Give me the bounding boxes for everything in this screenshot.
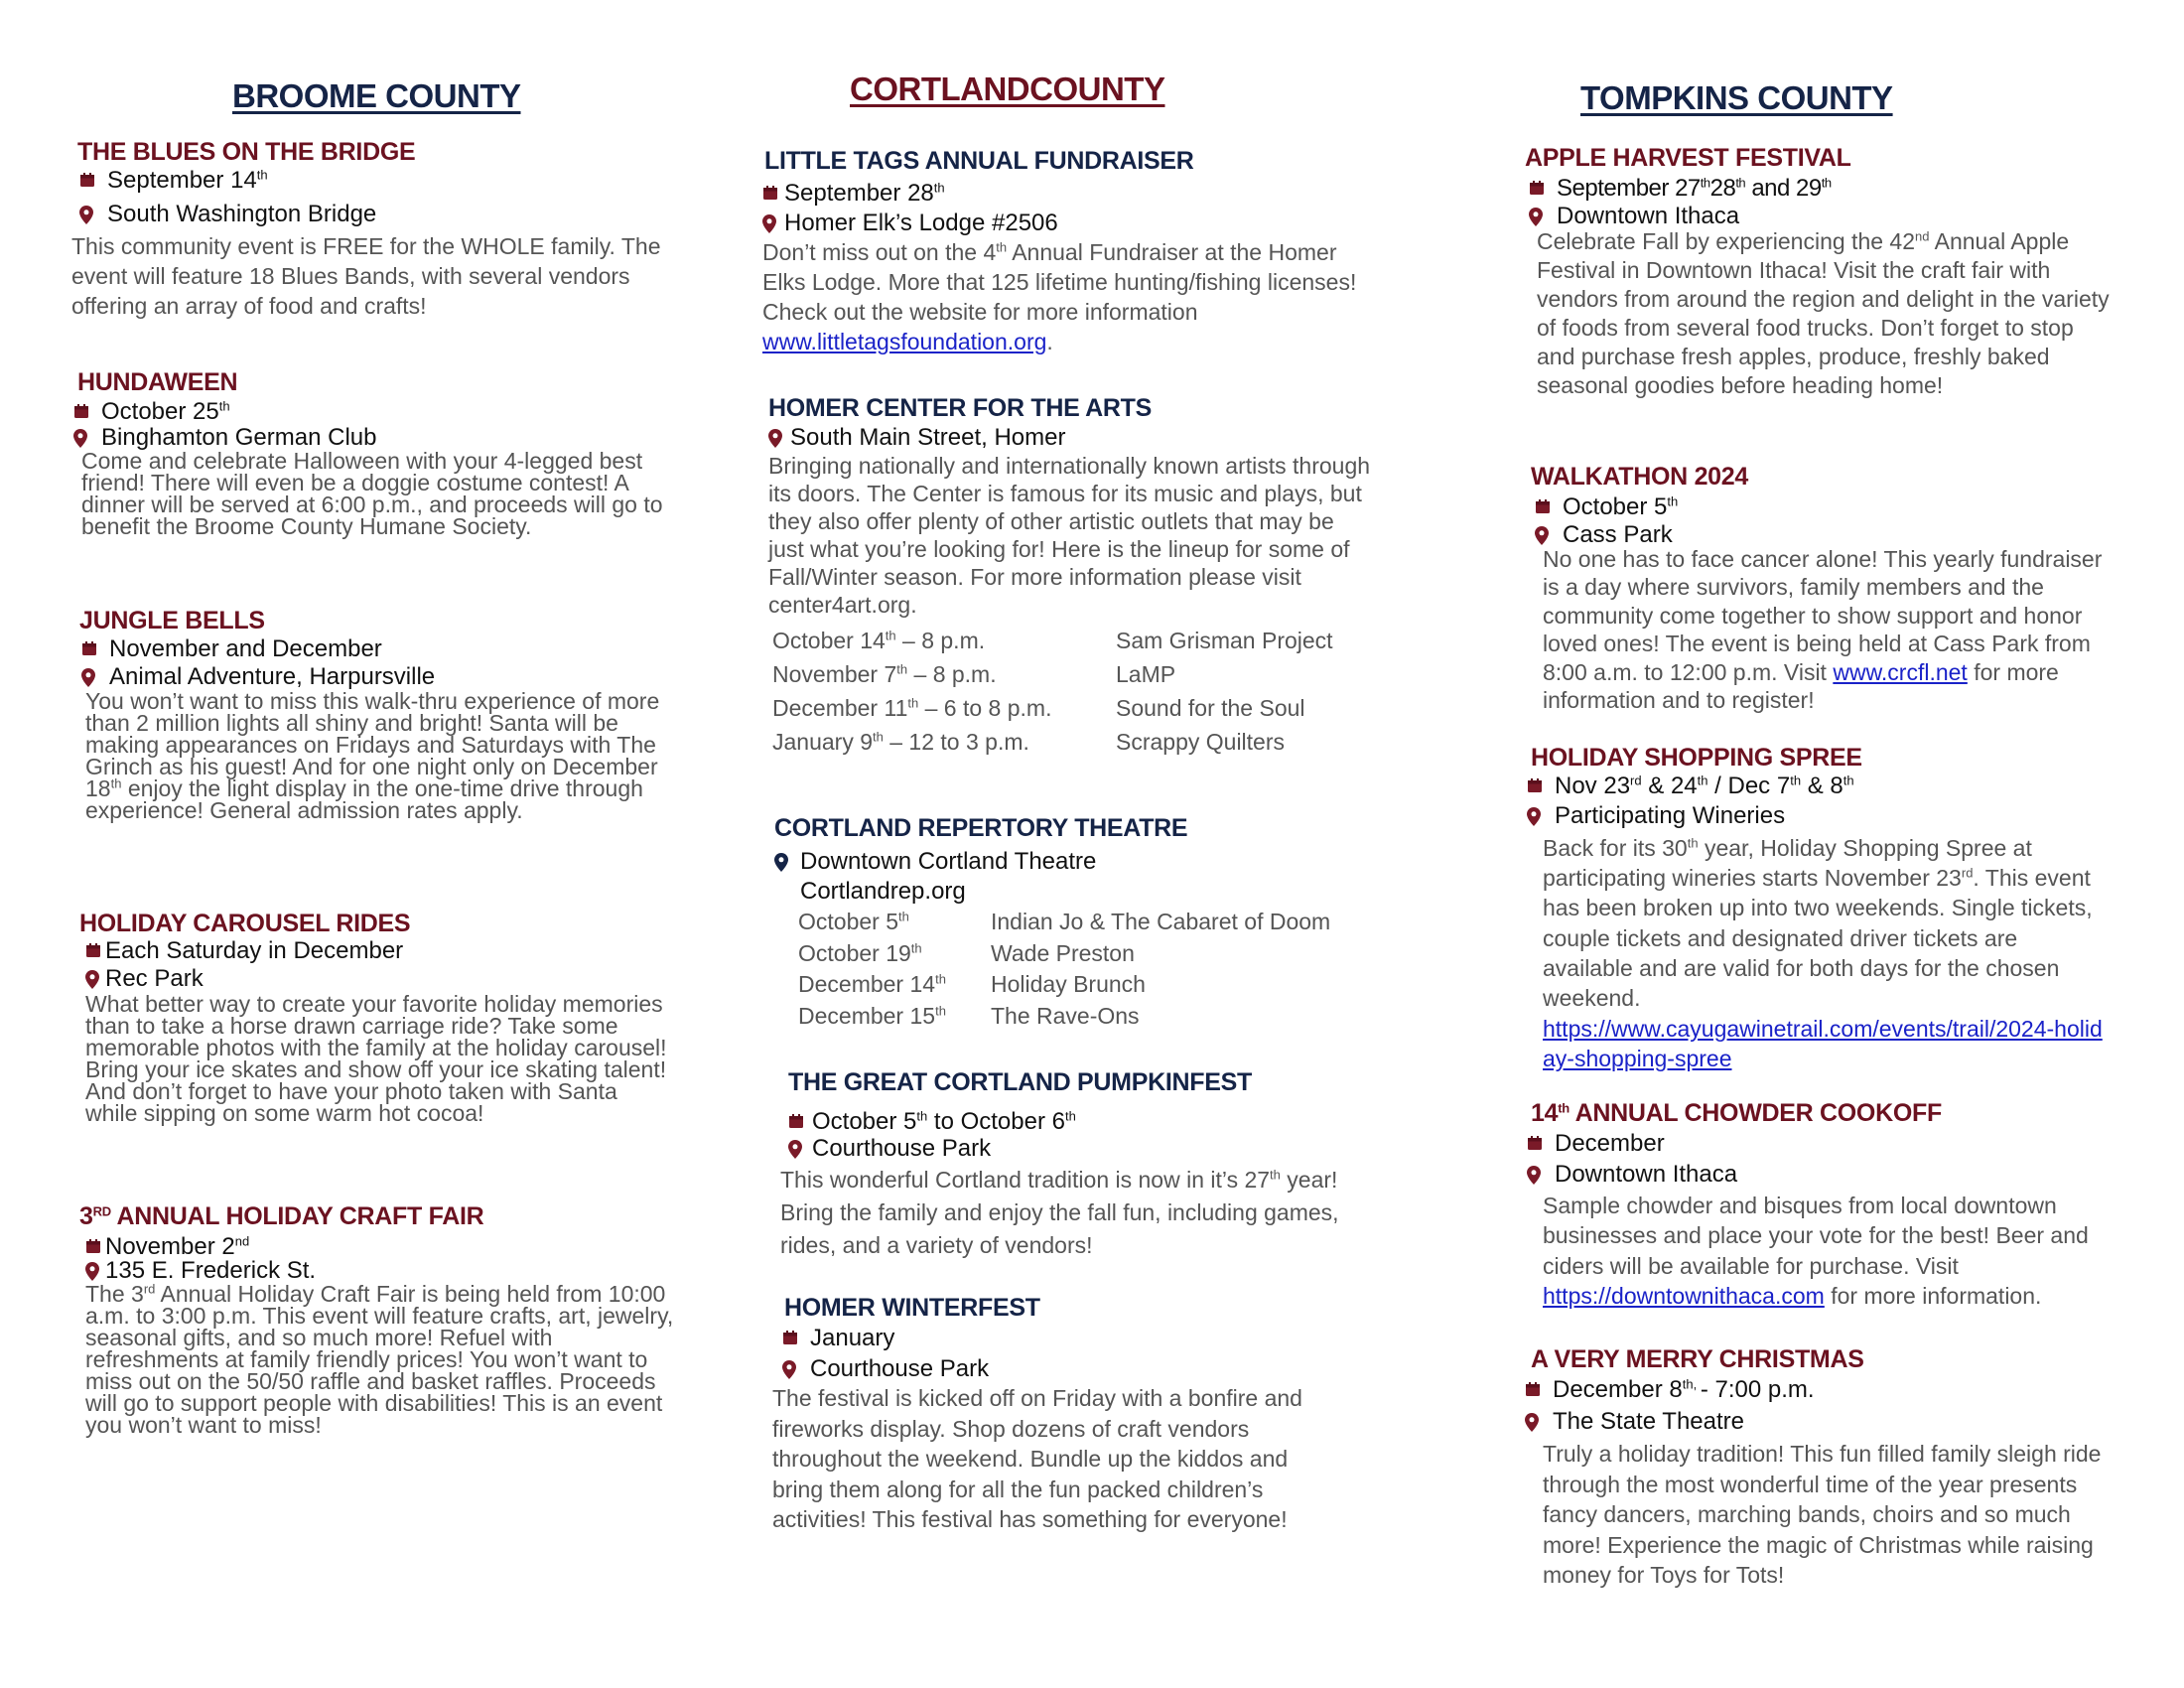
map-pin-icon [85,1262,101,1280]
event-website-link[interactable]: www.littletagsfoundation.org [762,329,1047,354]
event-description: What better way to create your favorite holiday memories than to take a horse drawn carriage ride? Take some memorable photos with the family at the holiday carousel! Bring your ice skates and show off your ice skating talent! And don’t forget to have your photo taken with Santa while sipping on some warm hot cocoa! [85,991,667,1126]
event-title: HUNDAWEEN [77,368,238,396]
event-description: Sample chowder and bisques from local downtown businesses and place your vote for the best! Beer and ciders will be available for purchase. Visit https://downtownithaca.com for more information. [1543,1193,2089,1309]
event-description: No one has to face cancer alone! This yearly fundraiser is a day where survivors, family members and the community come together to show support and honor loved ones! The event is being held at Cass Park from 8:00 a.m. to 12:00 p.m. Visit www.crcfl.net for more information and to register! [1543,546,2103,714]
schedule-date: December 11th – 6 to 8 p.m. [772,695,1052,721]
event-location: Rec Park [85,965,204,993]
event-location: Cass Park [1535,521,1673,549]
map-pin-icon [73,429,89,447]
event-date: October 5th [1535,493,1678,521]
schedule-act: Indian Jo & The Cabaret of Doom [991,909,1331,934]
schedule-act: Holiday Brunch [991,971,1146,997]
event-website: Cortlandrep.org [800,878,966,905]
event-title: HOMER CENTER FOR THE ARTS [768,394,1153,422]
calendar-icon [1535,498,1551,516]
event-title: 14th ANNUAL CHOWDER COOKOFF [1531,1099,1942,1127]
event-description: Bringing nationally and internationally known artists through its doors. The Center is famous for its music and plays, but they also offer plenty of other artistic outlets that may be just what you’re looking for! Here is the lineup for some of Fall/Winter season. For more information please visit center4art.org. [768,453,1371,618]
map-pin-icon [85,970,101,988]
event-location: 135 E. Frederick St. [85,1257,316,1285]
map-pin-icon [762,214,778,232]
event-title: JUNGLE BELLS [79,607,265,634]
event-date: October 5th to October 6th [788,1108,1076,1136]
event-location: Courthouse Park [782,1355,989,1383]
schedule-act: Scrappy Quilters [1116,729,1286,755]
map-pin-icon [782,1360,798,1378]
map-pin-icon [81,668,97,686]
calendar-icon [1527,777,1543,795]
county-title: CORTLANDCOUNTY [850,70,1165,107]
event-date: September 28th [762,180,945,208]
schedule-act: The Rave-Ons [991,1002,1140,1029]
map-pin-icon [1535,526,1551,544]
map-pin-icon [1529,208,1545,225]
event-description: Don’t miss out on the 4th Annual Fundraiser at the Homer Elks Lodge. More that 125 lifetime hunting/fishing licenses! Check out the website for more information www.littletagsfoundation.org. [762,239,1357,354]
event-date: December [1527,1130,1665,1158]
event-description: This community event is FREE for the WHOLE family. The event will feature 18 Blues Bands, with several vendors offering an array of food and crafts! [71,233,661,319]
schedule-date: December 14th [798,971,946,997]
schedule-act: Sound for the Soul [1116,695,1305,721]
event-title: THE GREAT CORTLAND PUMPKINFEST [788,1068,1252,1096]
calendar-icon [1525,1381,1541,1399]
county-title: BROOME COUNTY [232,77,521,114]
event-location: Participating Wineries [1527,802,1785,830]
calendar-icon [79,172,95,190]
calendar-icon [81,640,97,658]
event-website-link[interactable]: https://downtownithaca.com [1543,1282,1825,1309]
event-location: Courthouse Park [788,1135,991,1163]
event-description: You won’t want to miss this walk-thru experience of more than 2 million lights all shiny and bright! Santa will be making appearances on Fridays and Saturdays with The Grinch as his guest! And for one night only on December 18th enjoy the light display in the one-time drive through experience! General admission rates apply. [85,688,660,823]
event-date: September 14th [79,167,268,195]
event-location: South Main Street, Homer [768,424,1065,452]
event-title: APPLE HARVEST FESTIVAL [1525,144,1851,172]
event-title: HOLIDAY SHOPPING SPREE [1531,744,1862,772]
map-pin-icon [768,429,784,447]
event-date: September 27th28th and 29th [1529,175,1832,203]
event-title: HOMER WINTERFEST [784,1294,1040,1322]
event-title: A VERY MERRY CHRISTMAS [1531,1345,1864,1373]
event-date: December $8^{th,}$ - 7:00 p.m. [1525,1376,1815,1404]
schedule-date: October 19th [798,939,922,966]
event-description: Back for its 30th year, Holiday Shopping Spree at participating wineries starts November 23rd. This event has been broken up into two weekends. Single tickets, couple tickets and designated driver tickets are available and are valid for both days for the chosen weekend. [1543,835,2093,1012]
map-pin-icon [1527,1166,1543,1184]
calendar-icon [1527,1135,1543,1153]
schedule-date: November 7th – 8 p.m. [772,661,997,687]
calendar-icon [1529,180,1545,198]
event-location: The State Theatre [1525,1408,1744,1436]
event-description: The 3rd Annual Holiday Craft Fair is being held from 10:00 a.m. to 3:00 p.m. This event will feature crafts, art, jewelry, seasonal gifts, and so much more! Refuel with refreshments at family friendly prices! You won’t want to miss out on the 50/50 raffle and basket raffles. Proceeds will go to support people with disabilities! This is an event you won’t want to miss! [85,1281,674,1438]
schedule-date: December 15th [798,1002,946,1029]
event-location: South Washington Bridge [79,201,376,228]
schedule-act: Wade Preston [991,939,1135,966]
event-description: Truly a holiday tradition! This fun filled family sleigh ride through the most wonderful time of the year presents fancy dancers, marching bands, choirs and so much more! Experience the magic of Christmas while raising money for Toys for Tots! [1543,1441,2102,1588]
event-date: October 25th [73,398,230,426]
map-pin-icon [1527,807,1543,825]
schedule-date: January 9th – 12 to 3 p.m. [772,729,1029,755]
event-title: WALKATHON 2024 [1531,463,1748,491]
county-title: TOMPKINS COUNTY [1580,79,1893,116]
event-website-link[interactable]: www.crcfl.net [1833,658,1968,685]
event-title: THE BLUES ON THE BRIDGE [77,138,416,166]
event-description: This wonderful Cortland tradition is now in it’s 27th year! Bring the family and enjoy the fall fun, including games, rides, and a variety of vendors! [780,1167,1339,1258]
event-date: November and December [81,635,382,663]
map-pin-icon [788,1140,804,1158]
schedule-date: October 14th – 8 p.m. [772,628,986,653]
event-title: 3RD ANNUAL HOLIDAY CRAFT FAIR [79,1202,484,1230]
calendar-icon [85,1238,101,1256]
calendar-icon [73,403,89,421]
schedule-act: LaMP [1116,661,1176,687]
schedule-date: October 5th [798,909,909,934]
event-date: Nov 23rd & 24th / Dec 7th & 8th [1527,773,1854,800]
calendar-icon [782,1330,798,1347]
calendar-icon [788,1113,804,1131]
schedule-act: Sam Grisman Project [1116,628,1333,653]
event-description: The festival is kicked off on Friday with a bonfire and fireworks display. Shop dozens of craft vendors throughout the weekend. Bundle up the kiddos and bring them along for all the fun packed children’s activities! This festival has something for everyone! [772,1385,1302,1532]
event-location: Downtown Ithaca [1527,1161,1737,1189]
calendar-icon [762,185,778,203]
event-date: January [782,1325,894,1352]
event-location: Downtown Cortland Theatre [774,848,1096,876]
event-date: Each Saturday in December [85,937,403,965]
event-description: Celebrate Fall by experiencing the 42nd Annual Apple Festival in Downtown Ithaca! Visit the craft fair with vendors from around the region and delight in the variety of foods from several food trucks. Don’t forget to stop and purchase fresh apples, produce, freshly baked seasonal goodies before heading home! [1537,228,2110,398]
event-location: Binghamton German Club [73,424,376,452]
event-description: Come and celebrate Halloween with your 4-legged best friend! There will even be a doggie costume contest! A dinner will be served at 6:00 p.m., and proceeds will go to benefit the Broome County Humane Society. [81,448,663,539]
event-location: Animal Adventure, Harpursville [81,663,435,691]
event-title: LITTLE TAGS ANNUAL FUNDRAISER [764,147,1194,175]
event-date: November 2nd [85,1233,249,1261]
event-location: Downtown Ithaca [1529,203,1739,230]
map-pin-icon [79,206,95,223]
event-location: Homer Elk’s Lodge #2506 [762,210,1058,237]
event-website-link[interactable]: https://www.cayugawinetrail.com/events/trail/2024-holiday-shopping-spree [1543,1016,2103,1072]
event-title: HOLIDAY CAROUSEL RIDES [79,910,411,937]
map-pin-icon [1525,1413,1541,1431]
map-pin-icon [774,853,790,871]
calendar-icon [85,942,101,960]
event-title: CORTLAND REPERTORY THEATRE [774,814,1188,842]
